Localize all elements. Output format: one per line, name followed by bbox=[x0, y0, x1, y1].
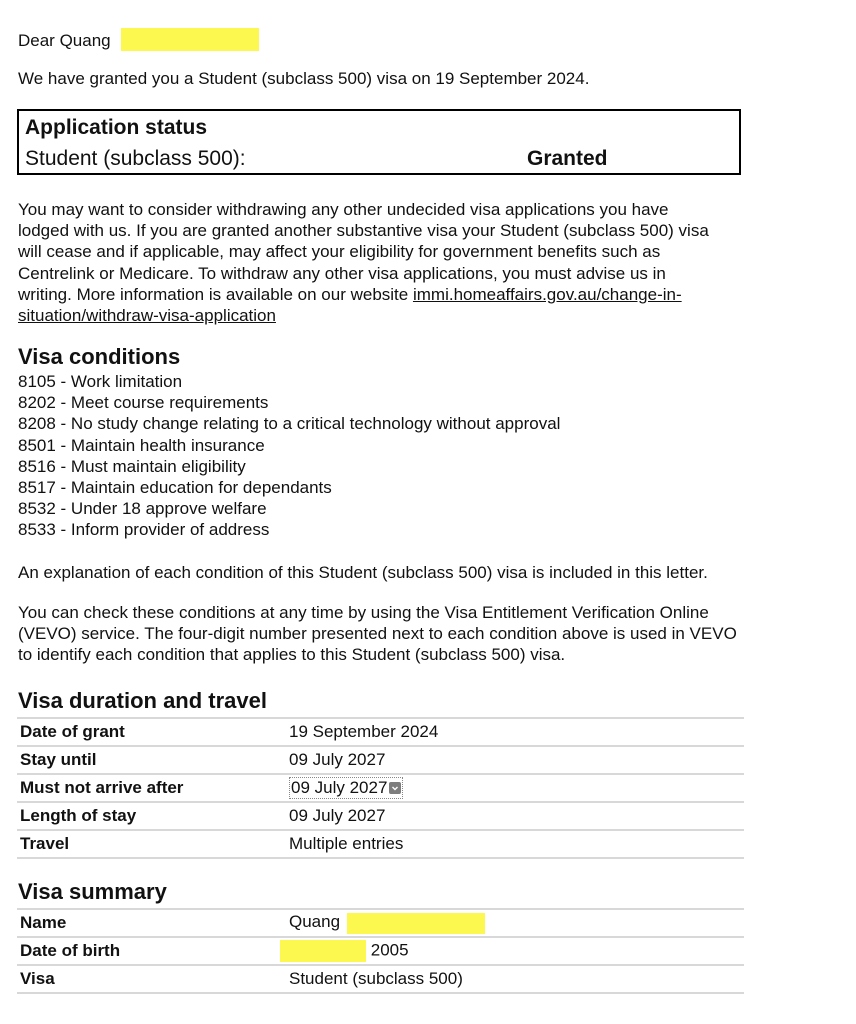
withdraw-notice bbox=[18, 199, 718, 326]
row-value bbox=[286, 909, 744, 937]
row-value: Student (subclass 500) bbox=[286, 965, 744, 993]
row-label: Name bbox=[17, 909, 286, 937]
row-label: Stay until bbox=[17, 746, 286, 774]
row-value: 09 July 2027 bbox=[286, 746, 744, 774]
greeting bbox=[18, 30, 259, 53]
condition-item: 8532 - Under 18 approve welfare bbox=[18, 499, 267, 519]
redacted-surname bbox=[347, 913, 485, 934]
table-row bbox=[17, 746, 744, 774]
row-label: Visa bbox=[17, 965, 286, 993]
withdraw-notice-text: You may want to consider withdrawing any other undecided visa applications you have lodged with us. If you are granted another substantive visa your Student (subclass 500) visa will cease and if applicable, may affect your eligibility for government benefits such as Centrelink or Medicare. To withdraw any other visa applications, you must advise us in writing. More information is available on our website bbox=[18, 200, 709, 304]
vevo-note: You can check these conditions at any time by using the Visa Entitlement Verification Online (VEVO) service. The four-digit number presented next to each condition above is used in VEVO to identify each condition that applies to this Student (subclass 500) visa. bbox=[18, 603, 737, 665]
condition-item: 8501 - Maintain health insurance bbox=[18, 435, 265, 455]
chevron-down-icon[interactable] bbox=[389, 782, 401, 794]
row-value bbox=[286, 774, 744, 802]
dropdown-value: 09 July 2027 bbox=[291, 778, 388, 797]
row-label: Must not arrive after bbox=[17, 774, 286, 802]
duration-heading: Visa duration and travel bbox=[18, 688, 268, 713]
condition-list bbox=[18, 371, 560, 541]
condition-item: 8105 - Work limitation bbox=[18, 372, 183, 391]
table-row bbox=[17, 830, 744, 858]
redacted-surname bbox=[121, 28, 259, 51]
row-label: Date of birth bbox=[17, 937, 286, 965]
row-value: 19 September 2024 bbox=[286, 718, 744, 746]
table-row bbox=[17, 802, 744, 830]
table-row bbox=[17, 718, 744, 746]
condition-item: 8208 - No study change relating to a critical technology without approval bbox=[18, 414, 561, 434]
salutation: Dear Quang bbox=[18, 31, 111, 50]
visa-conditions-heading: Visa conditions bbox=[18, 344, 181, 369]
condition-item: 8516 - Must maintain eligibility bbox=[18, 456, 246, 476]
duration-table bbox=[17, 717, 744, 859]
summary-heading: Visa summary bbox=[18, 879, 167, 904]
table-row bbox=[17, 909, 744, 937]
table-row bbox=[17, 937, 744, 965]
withdraw-info-link[interactable]: immi.homeaffairs.gov.au/change-in-situation/withdraw-visa-application bbox=[18, 284, 682, 326]
row-value bbox=[286, 937, 744, 965]
name-value: Quang bbox=[289, 912, 341, 932]
table-row bbox=[17, 965, 744, 993]
condition-item: 8202 - Meet course requirements bbox=[18, 393, 269, 413]
redacted-birth-date bbox=[280, 940, 366, 962]
condition-item: 8517 - Maintain education for dependants bbox=[18, 478, 332, 498]
summary-table bbox=[17, 908, 744, 994]
status-label: Student (subclass 500): bbox=[25, 147, 246, 170]
row-value: 09 July 2027 bbox=[286, 802, 744, 830]
status-title: Application status bbox=[25, 116, 208, 139]
row-label: Travel bbox=[17, 830, 286, 858]
application-status-box bbox=[17, 109, 741, 175]
status-badge: Granted bbox=[527, 147, 608, 170]
intro-text: We have granted you a Student (subclass 500) visa on 19 September 2024. bbox=[18, 69, 590, 88]
table-row bbox=[17, 774, 744, 802]
conditions-explanation: An explanation of each condition of this Student (subclass 500) visa is included in this letter. bbox=[18, 563, 708, 582]
must-not-arrive-dropdown[interactable] bbox=[289, 777, 403, 799]
birth-year: 2005 bbox=[370, 940, 409, 960]
row-label: Date of grant bbox=[17, 718, 286, 746]
condition-item: 8533 - Inform provider of address bbox=[18, 520, 270, 540]
row-label: Length of stay bbox=[17, 802, 286, 830]
row-value: Multiple entries bbox=[286, 830, 744, 858]
